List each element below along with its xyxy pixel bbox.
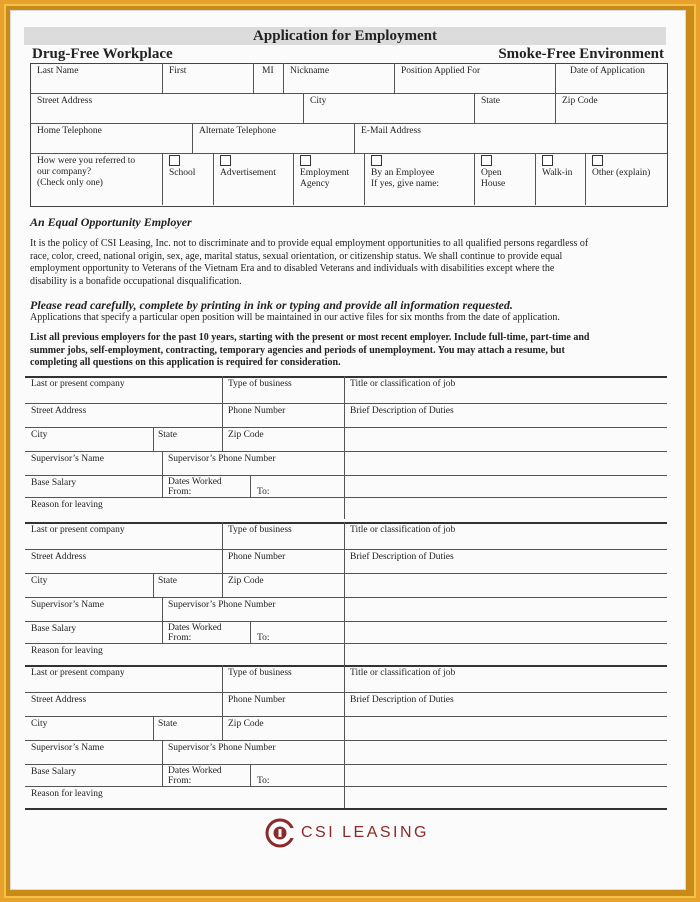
divider — [25, 621, 667, 622]
instructions-heading: Please read carefully, complete by printing in ink or typing and provide all information requested. — [30, 298, 513, 312]
divider — [25, 475, 667, 476]
employer-2-reason-for-leaving-field[interactable]: Reason for leaving — [31, 646, 103, 656]
alternate-telephone-field[interactable]: Alternate Telephone — [199, 126, 276, 136]
divider — [25, 643, 667, 644]
referral-option-employee: By an Employee If yes, give name: — [371, 168, 440, 189]
employer-2-from-field[interactable]: From: — [168, 633, 192, 643]
referral-option-advertisement: Advertisement — [220, 168, 276, 178]
referral-option-agency: Employment Agency — [300, 168, 350, 189]
employer-1-zip-code-field[interactable]: Zip Code — [228, 430, 264, 440]
first-name-field[interactable]: First — [169, 66, 187, 76]
other-checkbox[interactable] — [592, 155, 603, 166]
middle-initial-field[interactable]: MI — [262, 66, 274, 76]
position-applied-field[interactable]: Position Applied For — [401, 66, 481, 76]
divider — [25, 786, 667, 787]
divider — [162, 153, 163, 205]
employee-referral-checkbox[interactable] — [371, 155, 382, 166]
date-of-application-field[interactable]: Date of Application — [570, 66, 645, 76]
advertisement-checkbox[interactable] — [220, 155, 231, 166]
employer-block-top-rule — [25, 376, 667, 378]
referral-question: How were you referred to our company? (Check only one) — [37, 156, 136, 188]
divider — [474, 93, 475, 123]
divider — [153, 716, 154, 740]
employer-3-street-address-field[interactable]: Street Address — [31, 695, 87, 705]
divider — [30, 93, 667, 94]
employer-3-duties-field[interactable]: Brief Description of Duties — [350, 695, 454, 705]
divider — [25, 764, 667, 765]
divider — [250, 475, 251, 497]
employer-2-base-salary-field[interactable]: Base Salary — [31, 624, 77, 634]
divider — [25, 427, 667, 428]
divider — [192, 123, 193, 153]
employer-1-duties-field[interactable]: Brief Description of Duties — [350, 406, 454, 416]
divider — [250, 621, 251, 643]
street-address-field[interactable]: Street Address — [37, 96, 93, 106]
walk-in-checkbox[interactable] — [542, 155, 553, 166]
divider — [162, 63, 163, 93]
employer-3-reason-for-leaving-field[interactable]: Reason for leaving — [31, 789, 103, 799]
divider — [25, 451, 667, 452]
employer-1-supervisor-name-field[interactable]: Supervisor’s Name — [31, 454, 104, 464]
employer-3-company-field[interactable]: Last or present company — [31, 668, 125, 678]
employer-1-city-field[interactable]: City — [31, 430, 48, 440]
referral-option-other: Other (explain) — [592, 168, 651, 178]
divider — [213, 153, 214, 205]
instructions-note: Applications that specify a particular open position will be maintained in our active files for six months from the date of application. — [30, 312, 560, 323]
divider — [555, 63, 556, 93]
divider — [253, 63, 254, 93]
divider — [555, 93, 556, 123]
employer-3-job-title-field[interactable]: Title or classification of job — [350, 668, 456, 678]
employer-2-to-field[interactable]: To: — [257, 633, 270, 643]
smoke-free-heading: Smoke-Free Environment — [498, 46, 664, 62]
zip-code-field[interactable]: Zip Code — [562, 96, 598, 106]
employer-3-supervisor-phone-field[interactable]: Supervisor’s Phone Number — [168, 743, 276, 753]
employer-section-bottom-rule — [25, 808, 667, 810]
employer-3-dates-worked-label[interactable]: Dates Worked — [168, 766, 222, 776]
employer-1-company-field[interactable]: Last or present company — [31, 379, 125, 389]
employer-block-top-rule — [25, 522, 667, 524]
employer-2-type-of-business-field[interactable]: Type of business — [228, 525, 292, 535]
page-title: Application for Employment — [253, 28, 437, 44]
employer-2-supervisor-name-field[interactable]: Supervisor’s Name — [31, 600, 104, 610]
divider — [303, 93, 304, 123]
divider — [30, 123, 667, 124]
last-name-field[interactable]: Last Name — [37, 66, 79, 76]
open-house-checkbox[interactable] — [481, 155, 492, 166]
csi-logo-icon — [265, 818, 295, 848]
employer-1-phone-number-field[interactable]: Phone Number — [228, 406, 286, 416]
employer-3-to-field[interactable]: To: — [257, 776, 270, 786]
employer-3-from-field[interactable]: From: — [168, 776, 192, 786]
logo-text: CSI LEASING — [301, 824, 429, 841]
divider — [222, 522, 223, 597]
employer-3-city-field[interactable]: City — [31, 719, 48, 729]
referral-option-open-house: Open House — [481, 168, 506, 189]
city-field[interactable]: City — [310, 96, 327, 106]
divider — [474, 153, 475, 205]
employer-1-dates-worked-label[interactable]: Dates Worked — [168, 477, 222, 487]
divider — [364, 153, 365, 205]
employer-1-supervisor-phone-field[interactable]: Supervisor’s Phone Number — [168, 454, 276, 464]
employer-1-type-of-business-field[interactable]: Type of business — [228, 379, 292, 389]
divider — [162, 451, 163, 497]
employer-2-duties-field[interactable]: Brief Description of Duties — [350, 552, 454, 562]
employer-instructions: List all previous employers for the past 10 years, starting with the present or most recent employer. Include full-time, part-time and summer jobs, self-employment, contracting, temporary agencies and periods of unemployment. You may attach a resume, but completing all questions on this application is required for consideration. — [30, 332, 590, 368]
nickname-field[interactable]: Nickname — [290, 66, 330, 76]
referral-option-school: School — [169, 168, 196, 178]
divider — [25, 403, 667, 404]
divider — [222, 376, 223, 451]
eeo-paragraph: It is the policy of CSI Leasing, Inc. not to discriminate and to provide equal employment opportunities to all qualified persons regardless of race, color, creed, national origin, sex, age, marital status, sexual orientation, or citizenship status. We shall continue to provide equal employment opportunity to Veterans of the Vietnam Era and to disabled Veterans and individuals with disabilities except where the disability is a bonafide occupational disqualification. — [30, 238, 589, 287]
divider — [535, 153, 536, 205]
employer-3-base-salary-field[interactable]: Base Salary — [31, 767, 77, 777]
employer-2-company-field[interactable]: Last or present company — [31, 525, 125, 535]
divider — [25, 716, 667, 717]
divider — [153, 427, 154, 451]
employer-3-zip-code-field[interactable]: Zip Code — [228, 719, 264, 729]
eeo-heading: An Equal Opportunity Employer — [30, 215, 192, 229]
divider — [25, 740, 667, 741]
drug-free-heading: Drug-Free Workplace — [32, 46, 173, 62]
employer-3-supervisor-name-field[interactable]: Supervisor’s Name — [31, 743, 104, 753]
referral-option-walk-in: Walk-in — [542, 168, 573, 178]
employer-2-street-address-field[interactable]: Street Address — [31, 552, 87, 562]
employer-1-job-title-field[interactable]: Title or classification of job — [350, 379, 456, 389]
divider — [394, 63, 395, 93]
employer-2-phone-number-field[interactable]: Phone Number — [228, 552, 286, 562]
divider — [283, 63, 284, 93]
employment-agency-checkbox[interactable] — [300, 155, 311, 166]
employer-3-type-of-business-field[interactable]: Type of business — [228, 668, 292, 678]
school-checkbox[interactable] — [169, 155, 180, 166]
divider — [25, 549, 667, 550]
divider — [344, 376, 345, 519]
employer-2-state-field[interactable]: State — [158, 576, 177, 586]
divider — [162, 740, 163, 786]
divider — [250, 764, 251, 786]
employer-1-reason-for-leaving-field[interactable]: Reason for leaving — [31, 500, 103, 510]
divider — [25, 573, 667, 574]
employer-2-zip-code-field[interactable]: Zip Code — [228, 576, 264, 586]
employer-2-city-field[interactable]: City — [31, 576, 48, 586]
employer-block-top-rule — [25, 665, 667, 667]
home-telephone-field[interactable]: Home Telephone — [37, 126, 102, 136]
employer-2-dates-worked-label[interactable]: Dates Worked — [168, 623, 222, 633]
employer-1-from-field[interactable]: From: — [168, 487, 192, 497]
csi-leasing-logo — [265, 818, 429, 848]
divider — [162, 597, 163, 643]
divider — [222, 665, 223, 740]
employer-2-job-title-field[interactable]: Title or classification of job — [350, 525, 456, 535]
divider — [25, 692, 667, 693]
employer-1-base-salary-field[interactable]: Base Salary — [31, 478, 77, 488]
divider — [25, 597, 667, 598]
divider — [153, 573, 154, 597]
employer-1-street-address-field[interactable]: Street Address — [31, 406, 87, 416]
divider — [344, 522, 345, 665]
employer-1-state-field[interactable]: State — [158, 430, 177, 440]
divider — [30, 153, 667, 154]
divider — [293, 153, 294, 205]
employer-3-state-field[interactable]: State — [158, 719, 177, 729]
divider — [585, 153, 586, 205]
state-field[interactable]: State — [481, 96, 500, 106]
divider — [354, 123, 355, 153]
divider — [25, 497, 667, 498]
employer-2-supervisor-phone-field[interactable]: Supervisor’s Phone Number — [168, 600, 276, 610]
employer-1-to-field[interactable]: To: — [257, 487, 270, 497]
divider — [344, 665, 345, 808]
email-field[interactable]: E-Mail Address — [361, 126, 421, 136]
employer-3-phone-number-field[interactable]: Phone Number — [228, 695, 286, 705]
